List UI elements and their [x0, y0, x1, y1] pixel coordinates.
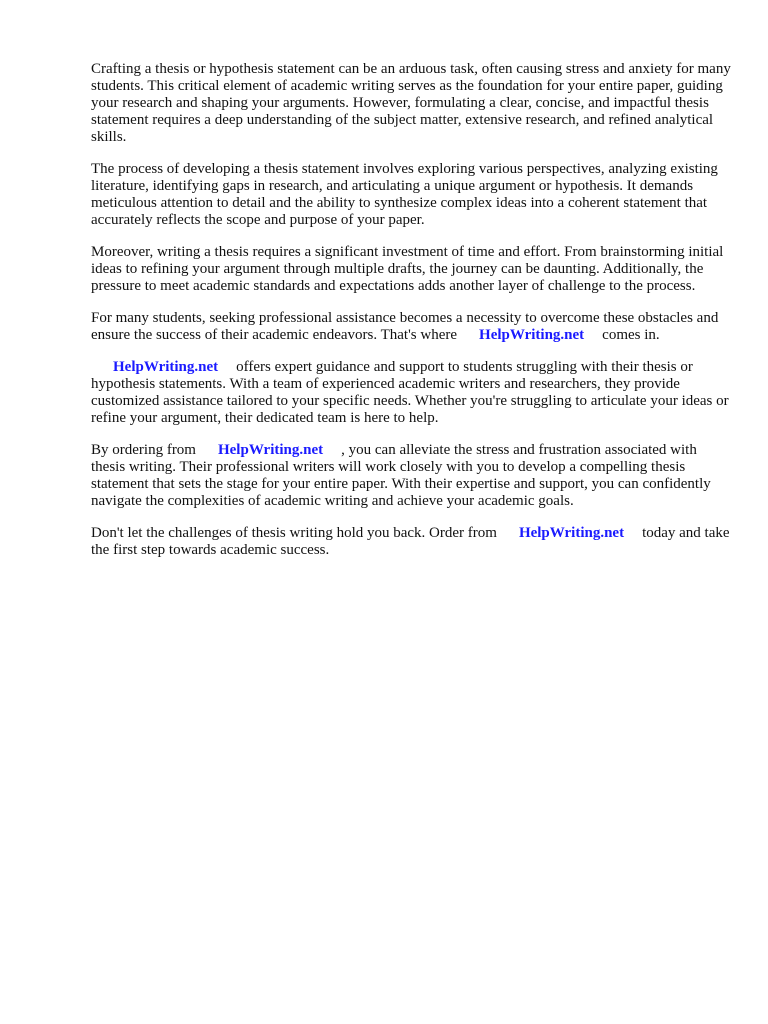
paragraph-intro: Crafting a thesis or hypothesis statement can be an arduous task, often causing stress and anxiety for many students. This critical element of academic writing serves as the foundation for your entire paper, guiding your research and shaping your arguments. However, formulating a clear, concise, and impactful thesis statement requires a deep understanding of the subject matter, extensive research, and refined analytical skills. [91, 61, 731, 145]
paragraph-assistance-text: For many students, seeking professional assistance becomes a necessity to overcome these obstacles and ensure the success of their academic endeavors. That's where [91, 310, 719, 343]
helpwriting-link[interactable]: HelpWriting.net [479, 327, 585, 343]
helpwriting-link[interactable]: HelpWriting.net [217, 442, 324, 458]
paragraph-closing [91, 525, 731, 559]
paragraph-investment: Moreover, writing a thesis requires a significant investment of time and effort. From brainstorming initial ideas to refining your argument through multiple drafts, the journey can be daunting. Additionally, the pressure to meet academic standards and expectations adds another layer of challenge to the process. [91, 244, 724, 294]
paragraph-assistance-end: comes in. [602, 327, 660, 343]
helpwriting-link[interactable]: HelpWriting.net [113, 359, 219, 375]
paragraph-closing-end: today and take the first step towards academic success. [91, 525, 730, 558]
paragraph-process: The process of developing a thesis statement involves exploring various perspectives, analyzing existing literature, identifying gaps in research, and articulating a unique argument or hypothesis. It demands meticulous attention to detail and the ability to synthesize complex ideas into a coherent statement that accurately reflects the scope and purpose of your paper. [91, 161, 718, 228]
paragraph-offers [91, 359, 731, 427]
paragraph-ordering-start: By ordering from [91, 442, 196, 458]
paragraph-closing-start: Don't let the challenges of thesis writing hold you back. Order from [91, 525, 497, 541]
paragraph-offers-text: offers expert guidance and support to students struggling with their thesis or hypothesis statements. With a team of experienced academic writers and researchers, they provide customized assistance tailored to your specific needs. Whether you're struggling to articulate your ideas or refine your argument, their dedicated team is here to help. [91, 359, 729, 426]
paragraph-assistance [91, 310, 731, 344]
helpwriting-link[interactable]: HelpWriting.net [518, 525, 625, 541]
paragraph-ordering [91, 442, 731, 510]
document-page [91, 61, 731, 574]
paragraph-ordering-text: , you can alleviate the stress and frustration associated with thesis writing. Their professional writers will work closely with you to develop a compelling thesis statement that sets the stage for your entire paper. With their expertise and support, you can confidently navigate the complexities of academic writing and achieve your academic goals. [91, 442, 711, 509]
